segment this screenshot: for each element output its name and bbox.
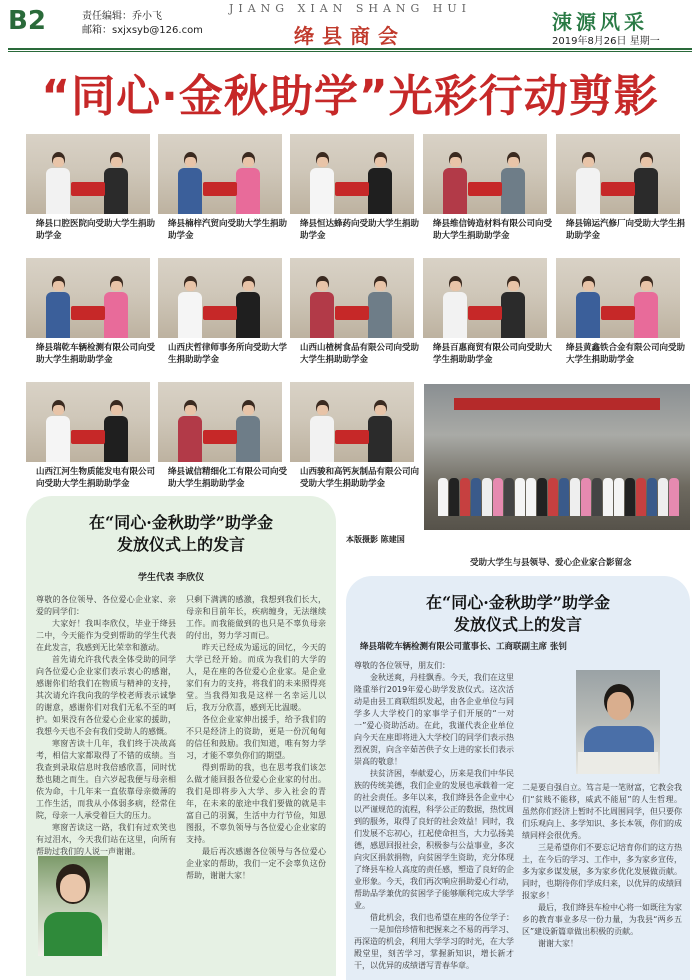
section-title: 绛县商会 (294, 24, 406, 48)
person-figure (632, 152, 660, 214)
crowd-person (658, 478, 668, 516)
crowd-person (493, 478, 503, 516)
page-headline: “同心·金秋助学”光彩行动剪影 (41, 71, 659, 122)
speech1-column-1 (36, 594, 176, 856)
crowd-person (669, 478, 679, 516)
certificate (335, 306, 369, 320)
speech-paragraph: 扶贫济困，奉献爱心，历来是我们中华民族的传统美德，我们企业的发展也承载着一定的社会责任。多年以来，我们绛县各企业中心以严谨规范的流程，科学公正的数据，热忱周到的服务，取得了良好的社会效益！同时，我们发展不忘初心，扛起使命担当，大力弘扬美德，感恩回报社会，积极参与公益事业，多次向灾区捐款捐物，向贫困学生资助，充分体现了绛县车检人高度的责任感，塑造了良好的企业形象。今天，我们再次响应捐助爱心行动，帮助品学兼优的贫困学子能够顺利完成大学学业。 (354, 769, 514, 910)
crowd-person (438, 478, 448, 516)
donation-photo (158, 258, 282, 338)
speech-paragraph: 昨天已经成为遥远的回忆，今天的大学已经开始。而成为我们的大学的人，是在座的各位爱心企业家。是企业家们有力的支持，将我们的未来照得亮堂。当我得知我是这样一名幸运儿以后，我万分欣喜，感到无比温暖。 (186, 643, 326, 712)
photo-caption: 绛县维信铸造材料有限公司向受助大学生捐助助学金 (433, 219, 553, 241)
speech1-byline: 学生代表 李欣仪 (138, 573, 205, 583)
photo-caption: 山西江河生物质能发电有限公司向受助大学生捐助助学金 (36, 467, 156, 489)
column-brand: 涑源风采 (552, 10, 648, 34)
student-portrait (38, 856, 108, 956)
section-pinyin: JIANG XIAN SHANG HUI (228, 2, 472, 15)
person-figure (499, 152, 527, 214)
certificate (71, 306, 105, 320)
speech-paragraph: 寒窗苦读十几年，我们终于决战高考，相信大家都取得了不错的成绩。当我查到录取信息时我倍感欣喜，同时忧愁也随之而生。自六岁起我便与母亲相依为命，十几年来一直依靠母亲微薄的工作生活，而我从小体弱多病，经常住院，母亲一人承受着巨大的压力。 (36, 739, 176, 820)
page-number: B2 (8, 6, 46, 36)
photo-caption: 绛县口腔医院向受助大学生捐助助学金 (36, 219, 156, 241)
speech-entrepreneur-panel (346, 576, 690, 980)
person-figure (234, 152, 262, 214)
person-figure (102, 276, 130, 338)
crowd-person (449, 478, 459, 516)
donation-photo (556, 258, 680, 338)
speech-paragraph: 寒窗苦读这一路，我们有过欢笑也有过泪水，今天我们站在这里，向所有帮助过我们的人说一声谢谢。 (36, 823, 176, 856)
photo-caption: 绛县诚信精细化工有限公司向受助大学生捐助助学金 (168, 467, 288, 489)
donation-photo (26, 258, 150, 338)
person-figure (574, 152, 602, 214)
speech2-title-line2: 发放仪式上的发言 (453, 615, 582, 634)
person-figure (234, 276, 262, 338)
person-figure (632, 276, 660, 338)
certificate (601, 306, 635, 320)
crowd-person (460, 478, 470, 516)
crowd-person (515, 478, 525, 516)
donation-photo (26, 134, 150, 214)
editor-name: 责任编辑：乔小飞 (82, 11, 162, 22)
certificate (601, 182, 635, 196)
person-figure (44, 152, 72, 214)
speech-paragraph: 二是要自强自立。笃言是一笔财富，它教会我们“贫贱不能移，威武不能屈”的人生哲理。虽然你们经济上暂时不比周围同学，但只要你们乐观向上、多学知识、多长本领，你们的成绩同样会很优秀。 (522, 783, 682, 840)
speech1-title (26, 512, 336, 556)
speech-paragraph: 一是加倍珍惜和把握来之不易的再学习、再深造的机会，利用大学学习的时光，在大学殿堂里，刻苦学习，掌握新知识，增长新才干，以优异的成绩谱写青春华章。 (354, 925, 514, 970)
donation-photo (290, 258, 414, 338)
speech-paragraph: 谢谢大家！ (538, 939, 578, 948)
photo-caption: 绛县恒达蜂药向受助大学生捐助助学金 (300, 219, 420, 241)
photo-caption: 绛县瑞乾车辆检测有限公司向受助大学生捐助助学金 (36, 343, 156, 365)
person-figure (308, 152, 336, 214)
person-figure (44, 276, 72, 338)
speech1-column-2 (186, 594, 326, 970)
photo-caption: 山西庆哲律师事务所向受助大学生捐助助学金 (168, 343, 288, 365)
photo-caption: 山西骏和高钙灰制品有限公司向受助大学生捐助助学金 (300, 467, 420, 489)
group-photo-caption: 受助大学生与县领导、爱心企业家合影留念 (470, 558, 632, 568)
person-figure (102, 152, 130, 214)
certificate (203, 182, 237, 196)
speech-paragraph: 尊敬的各位领导、各位爱心企业家、亲爱的同学们： (36, 595, 176, 616)
crowd-person (636, 478, 646, 516)
speech2-byline: 绛县瑞乾车辆检测有限公司董事长、工商联副主席 张钊 (360, 642, 567, 652)
crowd-person (482, 478, 492, 516)
speech-paragraph: 得到帮助的我，也在思考我们该怎么做才能回报各位爱心企业家的付出。我们是即将步入大学、步入社会的青年，在未来的旅途中我们要做的就是丰富自己的羽翼，生活中力行节俭，知恩图报，不辜负领导与各位爱心企业家的支持。 (186, 763, 326, 844)
photo-credit: 本版摄影 陈建国 (346, 535, 405, 544)
certificate (468, 306, 502, 320)
issue-date: 2019年8月26日 星期一 (552, 36, 660, 47)
photo-caption: 绛县楠梓汽贸向受助大学生捐助助学金 (168, 219, 288, 241)
crowd-person (526, 478, 536, 516)
speech-paragraph: 只剩下满满的感激，我想到我们长大，母亲和目前年长，疾病缠身，无法继续工作。而我能做到的也只是不辜负母亲的付出，努力学习而已。 (186, 595, 326, 640)
person-figure (102, 400, 130, 462)
crowd-person (537, 478, 547, 516)
certificate (71, 430, 105, 444)
editor-email: 邮箱：sxjxsyb@126.com (82, 25, 203, 36)
speech1-title-line2: 发放仪式上的发言 (116, 535, 245, 554)
certificate (335, 182, 369, 196)
certificate (203, 430, 237, 444)
speech2-title (346, 592, 690, 636)
person-figure (441, 276, 469, 338)
person-figure (499, 276, 527, 338)
speech2-column-2 (522, 782, 682, 976)
crowd-person (581, 478, 591, 516)
crowd-person (548, 478, 558, 516)
person-figure (366, 152, 394, 214)
donation-photo (158, 382, 282, 462)
speech-paragraph: 借此机会，我们也希望在座的各位学子： (370, 913, 514, 922)
photo-caption: 绛县锦运汽修厂向受助大学生捐助助学金 (566, 219, 686, 241)
donation-photo (26, 382, 150, 462)
donation-photo (290, 382, 414, 462)
speaker-portrait (576, 670, 660, 774)
certificate (71, 182, 105, 196)
speech-paragraph: 三是希望你们不要忘记培育你们的这方热土，在今后的学习、工作中，多为家乡宣传，多为家乡谋发展，多为家乡优化发展做贡献。同时，也期待你们学成归来，以优异的成绩回报家乡！ (522, 843, 682, 900)
person-figure (176, 152, 204, 214)
donation-photo (556, 134, 680, 214)
event-banner (454, 398, 660, 410)
photo-caption: 山西山楂树食品有限公司向受助大学生捐助助学金 (300, 343, 420, 365)
person-figure (366, 400, 394, 462)
header-rule-thin (8, 51, 692, 52)
certificate (203, 306, 237, 320)
crowd-person (559, 478, 569, 516)
person-figure (308, 400, 336, 462)
person-figure (176, 276, 204, 338)
group-photo (424, 384, 690, 530)
crowd-person (471, 478, 481, 516)
donation-photo (423, 258, 547, 338)
photo-caption: 绛县百惠商贸有限公司向受助大学生捐助助学金 (433, 343, 553, 365)
crowd-person (647, 478, 657, 516)
crowd-person (603, 478, 613, 516)
certificate (335, 430, 369, 444)
person-figure (308, 276, 336, 338)
person-figure (44, 400, 72, 462)
person-figure (176, 400, 204, 462)
speech-paragraph: 最后再次感谢各位领导与各位爱心企业家的帮助，我们一定不会辜负这份帮助，谢谢大家！ (186, 847, 326, 880)
crowd-person (504, 478, 514, 516)
crowd-person (592, 478, 602, 516)
person-figure (574, 276, 602, 338)
header-rule (8, 48, 692, 50)
crowd-person (614, 478, 624, 516)
person-figure (441, 152, 469, 214)
person-figure (366, 276, 394, 338)
speech-paragraph: 金秋送爽，丹桂飘香。今天，我们在这里隆重举行2019年爱心助学发放仪式。这次活动是由县工商联组织发起，由各企业单位与同学多人大学校门的家事学子们开展的“一对一”爱心资助活动。在此，我谨代表企业单位向今天在座即将进入大学校门的同学们表示热烈祝贺，向含辛茹苦供子女上进的家长们表示崇高的敬意！ (354, 673, 514, 766)
donation-photo (158, 134, 282, 214)
person-figure (234, 400, 262, 462)
speech-paragraph: 尊敬的各位领导，朋友们： (354, 661, 450, 670)
crowd-person (570, 478, 580, 516)
speech2-column-1 (354, 660, 514, 976)
speech-paragraph: 各位企业家伸出援手，给予我们的不只是经济上的资助，更是一份沉甸甸的信任和鼓励。我们知道，唯有努力学习，才能不辜负你们的期望。 (186, 715, 326, 760)
speech1-title-line1: 在“同心·金秋助学”助学金 (89, 513, 273, 532)
photo-caption: 绛县黄鑫铁合金有限公司向受助大学生捐助助学金 (566, 343, 686, 365)
donation-photo (290, 134, 414, 214)
donation-photo (423, 134, 547, 214)
speech-paragraph: 大家好！我叫李欣仪，毕业于绛县二中，今天能作为受到帮助的学生代表在此发言，我感到无比荣幸和激动。 (36, 619, 176, 652)
speech-paragraph: 最后，我们绛县车检中心将一如既往为家乡的教育事业多尽一份力量，为我县“两乡五区”建设新篇章做出积极的贡献。 (522, 903, 682, 936)
crowd-person (625, 478, 635, 516)
speech2-title-line1: 在“同心·金秋助学”助学金 (426, 593, 610, 612)
speech-paragraph: 首先请允许我代表全体受助的同学向各位爱心企业家们表示衷心的感谢，感谢你们给我们在物质与精神的支持，其次请允许我向我的学校老师表示诚挚的谢意，感谢你们对我们无私不至的呵护。如果没有各位爱心企业家的援助，我想今天也不会有我们受助人的感慨。 (36, 655, 176, 736)
certificate (468, 182, 502, 196)
